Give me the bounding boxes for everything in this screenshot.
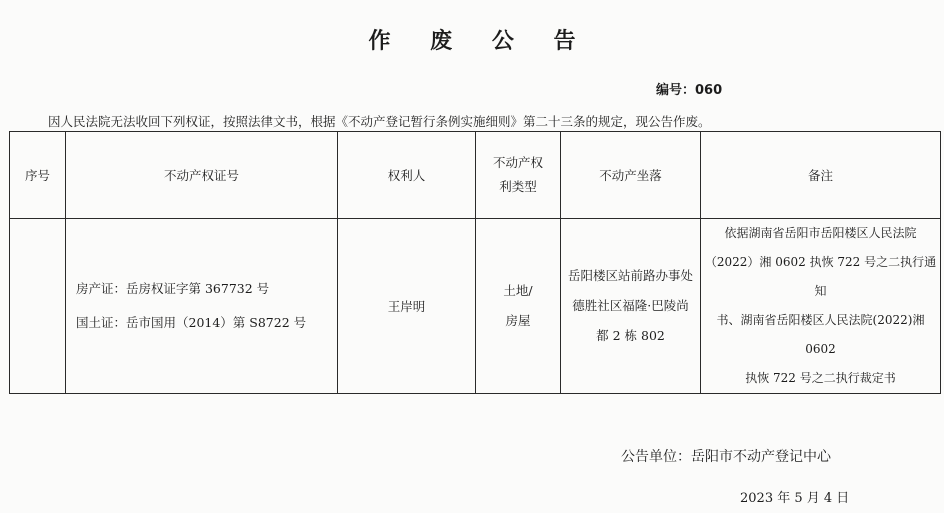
remark-line1: 依据湖南省岳阳市岳阳楼区人民法院 bbox=[724, 226, 917, 240]
cert-land-line: 国土证：岳市国用（2014）第 S8722 号 bbox=[76, 315, 307, 330]
remark-line3: 书、湖南省岳阳楼区人民法院(2022)湘 0602 bbox=[716, 313, 925, 356]
header-remark: 备注 bbox=[701, 132, 941, 219]
header-location: 不动产坐落 bbox=[561, 132, 701, 219]
header-seq: 序号 bbox=[10, 132, 66, 219]
right-type-line2: 房屋 bbox=[505, 313, 531, 328]
table-header-row bbox=[10, 132, 941, 219]
header-right-type-line2: 利类型 bbox=[499, 179, 537, 194]
cert-house-line: 房产证：岳房权证字第 367732 号 bbox=[76, 281, 270, 296]
remark-line4: 执恢 722 号之二执行裁定书 bbox=[745, 371, 896, 385]
cell-seq bbox=[10, 219, 66, 394]
header-cert-no: 不动产权证号 bbox=[66, 132, 338, 219]
issuing-unit: 公告单位：岳阳市不动产登记中心 bbox=[621, 449, 831, 465]
cell-owner: 王岸明 bbox=[338, 219, 476, 394]
certificate-table bbox=[9, 131, 941, 394]
issue-date: 2023 年 5 月 4 日 bbox=[740, 491, 850, 506]
location-line3: 都 2 栋 802 bbox=[596, 328, 665, 343]
document-number: 编号：060 bbox=[656, 83, 723, 98]
cell-right-type bbox=[476, 219, 561, 394]
page-title: 作 废 公 告 bbox=[368, 29, 592, 54]
header-owner: 权利人 bbox=[338, 132, 476, 219]
cell-cert-no bbox=[66, 219, 338, 394]
remark-line2: （2022）湘 0602 执恢 722 号之二执行通知 bbox=[704, 255, 937, 298]
header-right-type bbox=[476, 132, 561, 219]
location-line1: 岳阳楼区站前路办事处 bbox=[567, 268, 693, 283]
table-row bbox=[10, 219, 941, 394]
right-type-line1: 土地/ bbox=[503, 283, 533, 298]
cell-location bbox=[561, 219, 701, 394]
header-right-type-line1: 不动产权 bbox=[492, 155, 543, 170]
location-line2: 德胜社区福隆·巴陵尚 bbox=[572, 298, 689, 313]
intro-paragraph: 因人民法院无法收回下列权证，按照法律文书，根据《不动产登记暂行条例实施细则》第二十三条的规定，现公告作废。 bbox=[48, 114, 711, 129]
cell-remark bbox=[701, 219, 941, 394]
